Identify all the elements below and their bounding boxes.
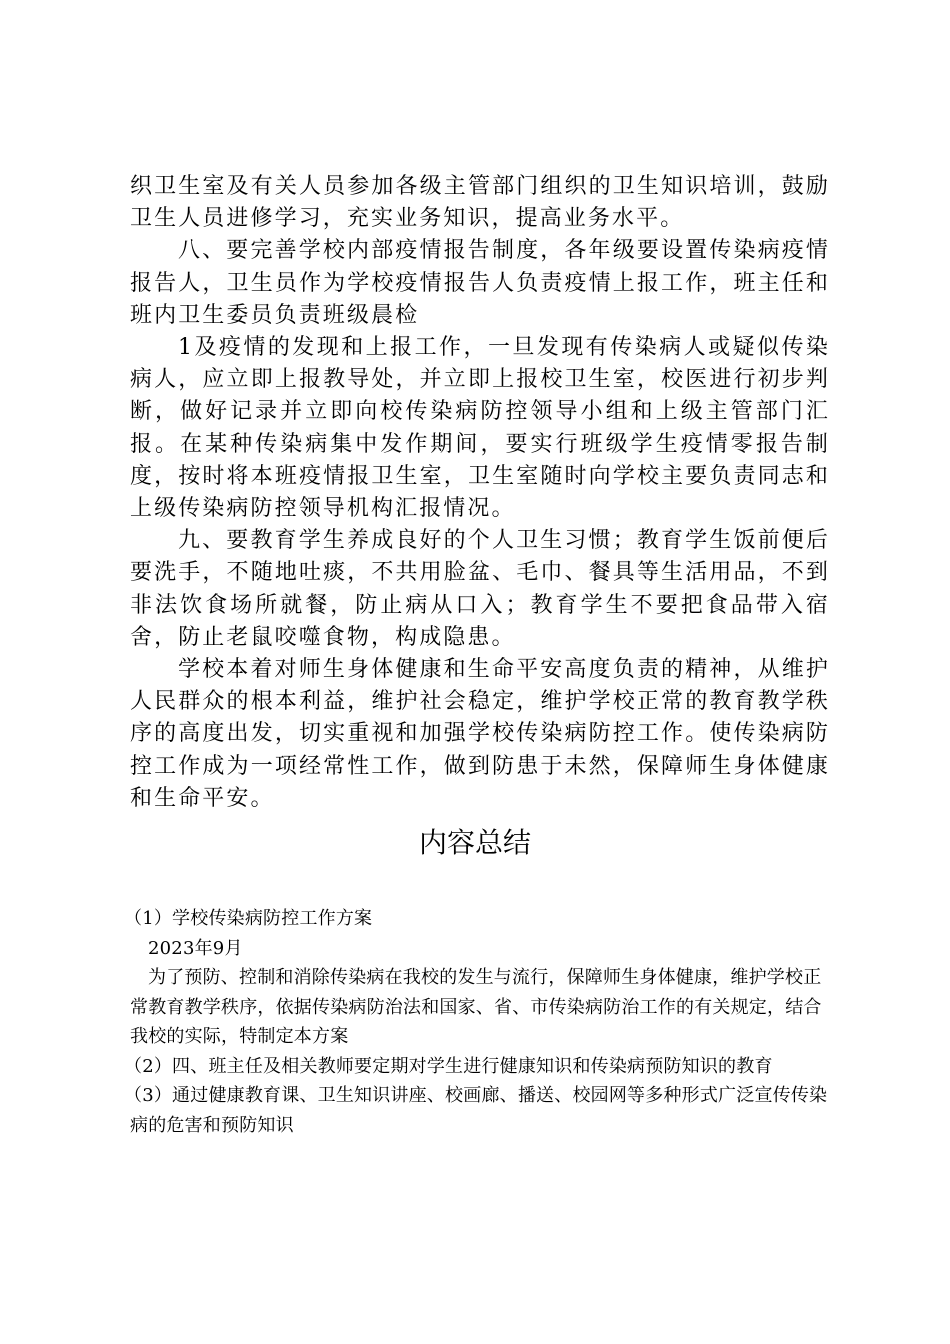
summary-item: （1）学校传染病防控工作方案 <box>124 908 373 929</box>
summary-list <box>124 904 830 1140</box>
summary-title: 内容总结 <box>418 826 531 859</box>
body-paragraph: 织卫生室及有关人员参加各级主管部门组织的卫生知识培训，鼓励卫生人员进修学习，充实业务知识，提高业务水平。 <box>130 174 830 232</box>
summary-item: （2）四、班主任及相关教师要定期对学生进行健康知识和传染病预防知识的教育 <box>124 1055 773 1077</box>
summary-item: 为了预防、控制和消除传染病在我校的发生与流行，保障师生身体健康，维护学校正常教育教学秩序，依据传染病防治法和国家、省、市传染病防治工作的有关规定，结合我校的实际，特制定本方案 <box>130 967 822 1047</box>
summary-item: （3）通过健康教育课、卫生知识讲座、校画廊、播送、校园网等多种形式广泛宣传传染病的危害和预防知识 <box>124 1085 828 1136</box>
summary-date: 2023年9月 <box>148 937 243 959</box>
body-paragraph: 1及疫情的发现和上报工作，一旦发现有传染病人或疑似传染病人，应立即上报教导处，并立即上报校卫生室，校医进行初步判断，做好记录并立即向校传染病防控领导小组和上级主管部门汇报。在某种传染病集中发作期间，要实行班级学生疫情零报告制度，按时将本班疫情报卫生室，卫生室随时向学校主要负责同志和上级传染病防控领导机构汇报情况。 <box>130 335 830 522</box>
body-paragraph: 八、要完善学校内部疫情报告制度，各年级要设置传染病疫情报告人，卫生员作为学校疫情报告人负责疫情上报工作，班主任和班内卫生委员负责班级晨检 <box>130 238 830 328</box>
body-paragraph: 九、要教育学生养成良好的个人卫生习惯；教育学生饭前便后要洗手，不随地吐痰，不共用脸盆、毛巾、餐具等生活用品，不到非法饮食场所就餐，防止病从口入；教育学生不要把食品带入宿舍，防止老鼠咬噬食物，构成隐患。 <box>130 528 830 650</box>
body-paragraph: 学校本着对师生身体健康和生命平安高度负责的精神，从维护人民群众的根本利益，维护社会稳定，维护学校正常的教育教学秩序的高度出发，切实重视和加强学校传染病防控工作。使传染病防控工作成为一项经常性工作，做到防患于未然，保障师生身体健康和生命平安。 <box>130 657 830 811</box>
document-body <box>130 171 830 815</box>
